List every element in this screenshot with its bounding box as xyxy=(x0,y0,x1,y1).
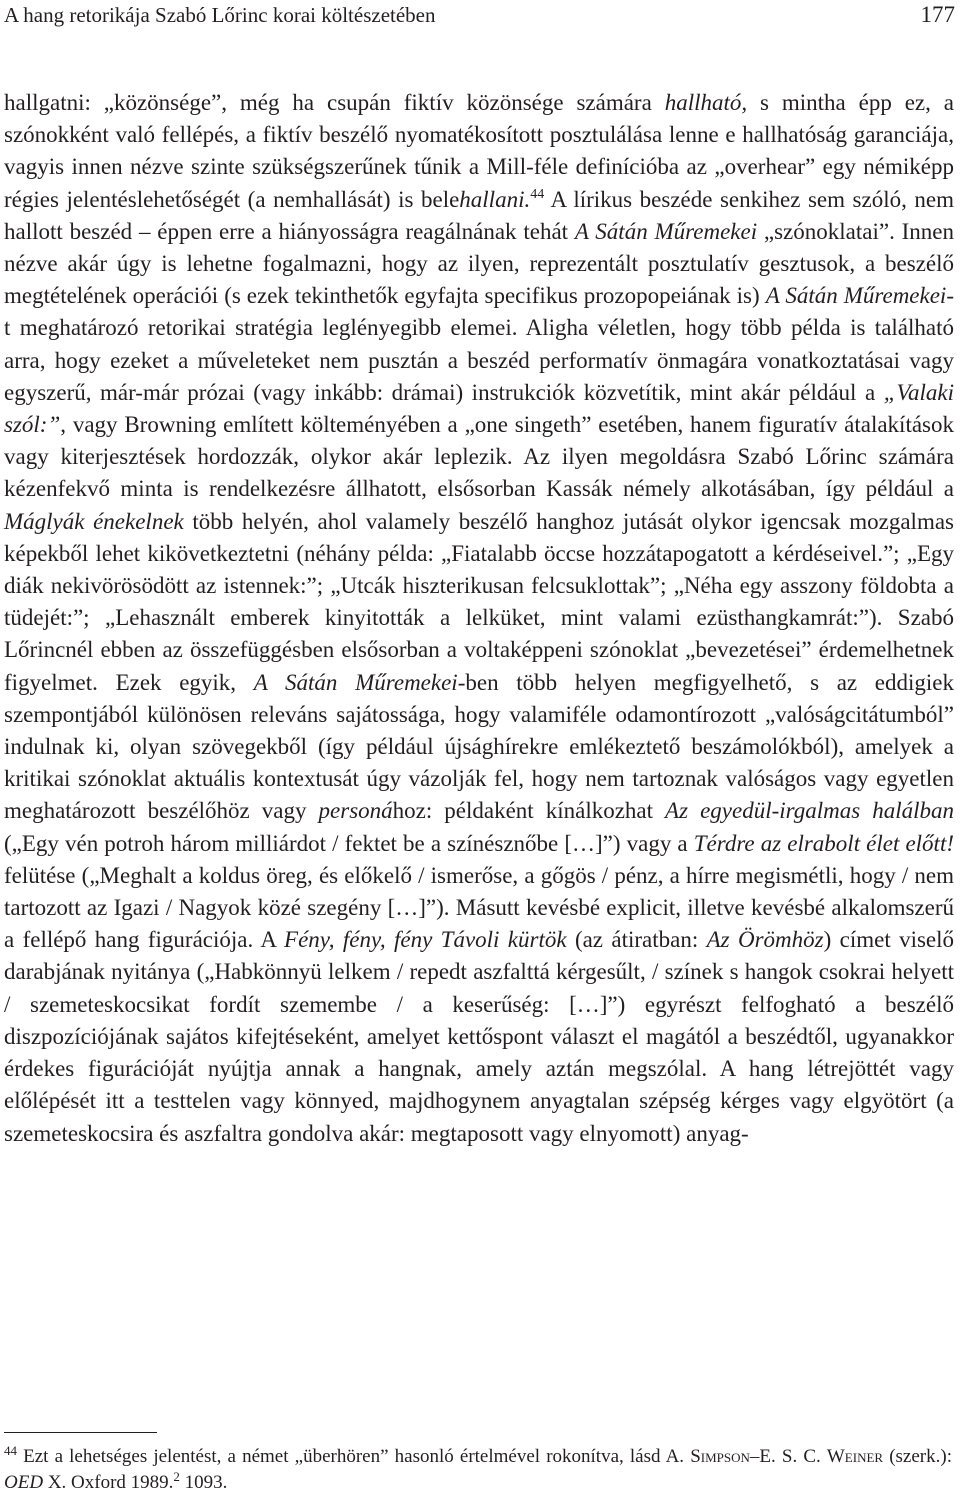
footnote-ref[interactable]: 44 xyxy=(530,186,545,202)
italic-quote: „Valaki szól:” xyxy=(4,379,954,438)
body-text xyxy=(4,87,954,1150)
italic-title: Térdre az elrabolt élet előtt! xyxy=(693,830,954,856)
text-run: több helyén, ahol valamely beszélő hanghoz jutását olykor igencsak mozgalmas képekből lehet kikövetkeztetni (néhány példa: „Fiatalabb öccse hozzátapogatott a kérdéseivel.”; „Egy diák nekivörösödött az istennek:”; „Utcák hiszterikusan felcsuklottak”; „Néha egy asszony földobta a tüdejét:”; „Lehasznált emberek kinyitották a lelküket, mint valami ezüsthangkamrát:”). Szabó Lőrincnél ebben az összefüggésben elsősorban a voltaképpeni szónoklat „bevezetései” érdemelhetnek figyelmet. Ezek egyik, xyxy=(4,508,954,695)
text-run: felütése („Meghalt a koldus öreg, és előkelő / ismerőse, a gőgös / pénz, a hírre megismétli, hogy / nem tartozott az Igazi / Nagyok közé szegény […]”). Másutt kevésbé explicit, illetve kevésbé alkalomszerű a fellépő hang figurációja. A xyxy=(4,862,954,953)
author-name: Weiner xyxy=(826,1446,884,1467)
italic-title: A Sátán Műremekei xyxy=(765,283,947,309)
text-run: -t meghatározó retorikai stratégia leglényegibb elemei. Aligha véletlen, hogy több példa is található arra, hogy ezeket a műveleteket nem pusztán a beszéd performatív önmagára vonatkoztatásai vagy egyszerű, már-már prózai (vagy inkább: drámai) instrukciók közvetítik, mint akár például a xyxy=(4,283,954,405)
author-name: Simpson xyxy=(690,1446,750,1467)
edition-superscript: 2 xyxy=(173,1469,180,1484)
italic-run: hallani. xyxy=(459,186,531,212)
text-run: hallgatni: „közönsége”, még ha csupán fiktív közönsége számára xyxy=(4,90,665,115)
italic-title: OED xyxy=(4,1472,44,1493)
text-run: , vagy Browning említett költeményében a „one singeth” esetében, hanem figuratív átalakítások vagy kiterjesztések hordozzák, olykor akár leplezik. Az ilyen megoldásra Szabó Lőrinc számára kézenfekvő minta is rendelkezésre állhatott, elsősorban Kassák némely alkotásában, így például a xyxy=(4,412,954,502)
footnote-rule xyxy=(4,1432,157,1433)
footnote-text: 1093. xyxy=(179,1472,228,1493)
text-run: „szónoklatai”. Innen nézve akár úgy is lehetne fogalmazni, hogy az ilyen, reprezentált posztulatív gesztusok, a beszélő megtételének operációi (s ezek tekinthetők egyfajta specifikus prozopopeiának is) xyxy=(4,218,954,309)
italic-title: Az egyedül-irgalmas halálban xyxy=(665,798,954,824)
text-run: („Egy vén potroh három milliárdot / fektet be a színésznőbe […]”) vagy a xyxy=(4,830,694,856)
footnote-number: 44 xyxy=(4,1443,17,1458)
italic-title: Az Örömhöz xyxy=(706,927,824,953)
italic-title: A Sátán Műremekei xyxy=(574,218,758,244)
italic-run: personá xyxy=(318,798,393,824)
italic-title: Máglyák énekelnek xyxy=(4,508,184,534)
italic-title: Fény, fény, fény Távoli kürtök xyxy=(284,927,567,953)
text-run: ) címet viselő darabjának nyitánya („Habkönnyü lelkem / repedt aszfalttá kérgesűlt, / színek s hangok csokrai helyett / szemeteskocsikat fordít szemembe / a keserűség: […]”) egyrészt felfogható a beszélő diszpozíciójának sajátos kifejtéseként, amelyet kettőspont választ el magától a beszédtől, ugyanakkor érdekes figurációját nyújtja annak a hangnak, amely aztán megszólal. A hang létrejöttét vagy előlépését itt a testtelen vagy könnyed, majdhogynem anyagtalan szépség kérges vagy elgyötört (a szemeteskocsira és aszfaltra gondolva akár: megtaposott vagy elnyomott) anyag- xyxy=(4,927,955,1146)
italic-title: A Sátán Műremekei xyxy=(253,669,458,695)
footnote-text: –E. S. C. xyxy=(749,1446,827,1467)
footnote-text: (szerk.): xyxy=(883,1446,952,1467)
italic-run: hallható, xyxy=(664,90,748,115)
text-run: A lírikus beszéde senkihez sem szóló, nem hallott beszéd – éppen erre a hiányosságra reagálnának tehát xyxy=(4,186,954,244)
main-paragraph xyxy=(4,87,954,1150)
footnote-text: X. Oxford 1989. xyxy=(43,1472,174,1493)
text-run: s mintha épp ez, a szónokként való fellépés, a fiktív beszélő nyomatékosított posztulálása lenne e hallhatóság garanciája, vagyis innen nézve szinte szükségszerűnek tűnik a Mill-féle definícióba az „overhear” egy némiképp régies jelentéslehetőségét (a nemhallását) is bele xyxy=(4,90,954,212)
text-run: (az átiratban: xyxy=(566,927,707,953)
page-number: 177 xyxy=(920,2,955,27)
text-run: hoz: példaként kínálkozhat xyxy=(392,798,666,824)
footnote-text: Ezt a lehetséges jelentést, a német „überhören” hasonló értelmével rokonítva, lásd A. xyxy=(17,1446,691,1467)
footnote xyxy=(4,1444,952,1496)
text-run: -ben több helyen megfigyelhető, s az eddigiek szempontjából különösen releváns sajátossága, hogy valamiféle odamontírozott „valóságcitátumból” indulnak ki, olyan szövegekből (így például újsághírekre emlékeztető beszámolókból), amelyek a kritikai szónoklat aktuális kontextusát úgy vázolják fel, hogy nem tartoznak valóságos vagy egyetlen meghatározott beszélőhöz vagy xyxy=(4,669,954,824)
running-header xyxy=(4,2,955,34)
running-title: A hang retorikája Szabó Lőrinc korai költészetében xyxy=(4,3,436,27)
